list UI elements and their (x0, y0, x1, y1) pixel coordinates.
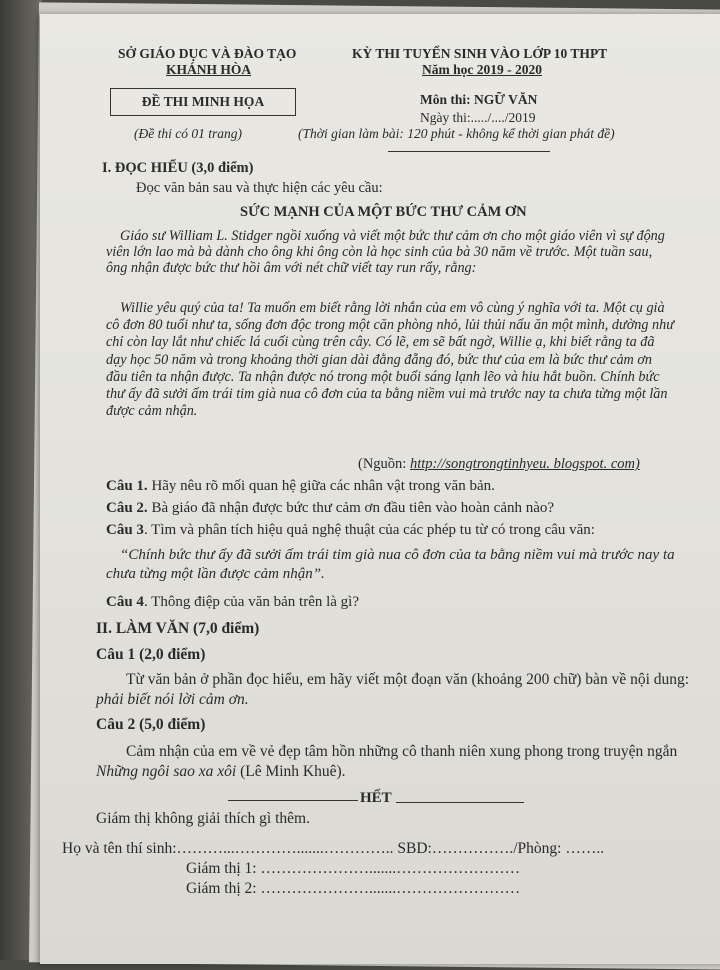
section-writing-title: II. LÀM VĂN (7,0 điểm) (96, 620, 260, 637)
source-link[interactable]: http://songtrongtinhyeu. blogspot. com) (409, 456, 640, 472)
school-year: Năm học 2019 - 2020 (422, 62, 542, 77)
question-2-label: Câu 2. (106, 500, 148, 516)
passage-paragraph-1: Giáo sư William L. Stidger ngồi xuống và viết một bức thư cảm ơn cho một giáo viên vì sự động viên lớn lao mà bà dành cho ông khi ông còn là học sinh của bà 30 năm về trước. Một tuần sau, ông nhận được bức thư hồi âm với nét chữ viết tay run rẩy, rằng: (106, 228, 665, 276)
question-3-text: . Tìm và phân tích hiệu quả nghệ thuật của các phép tu từ có trong câu văn: (143, 522, 595, 538)
header-underline (388, 151, 550, 152)
question-2 (106, 500, 554, 517)
exam-date: Ngày thi:...../..../2019 (420, 110, 536, 125)
exam-paper (40, 14, 720, 964)
source-label: (Nguồn: (358, 456, 407, 472)
passage-paragraph-2: Willie yêu quý của ta! Ta muốn em biết rằng lời nhắn của em vô cùng ý nghĩa với ta. Một cụ già cô đơn 80 tuổi như ta, sống đơn độc trong một căn phòng nhỏ, lủi thủi nấu ăn một mình, dường như chỉ còn lay lắt như chiếc lá cuối cùng trên cây. Có lẽ, em sẽ bất ngờ, Willie ạ, khi biết rằng ta đã dạy học 50 năm và trong khoảng thời gian dài đằng đẵng đó, bức thư của em là bức thư cảm ơn đầu tiên ta nhận được. Ta nhận được nó trong một buổi sáng lạnh lẽo và hiu hắt buồn. Chính bức thư ấy đã sưởi ấm trái tim già nua cô đơn của ta bằng niềm vui mà trước nay ta chưa từng một lần được cảm nhận. (106, 300, 674, 420)
writing-question-1-text: Từ văn bản ở phần đọc hiểu, em hãy viết một đoạn văn (khoảng 200 chữ) bàn về nội dung: (126, 671, 690, 688)
writing-question-2-story: Những ngôi sao xa xôi (96, 763, 237, 780)
reading-instruction: Đọc văn bản sau và thực hiện các yêu cầu: (136, 180, 383, 196)
invigilator-2-line: Giám thị 2: ………………….......…………………… (186, 880, 521, 897)
end-rule-left (228, 800, 358, 801)
invigilator-1-line: Giám thị 1: ………………….......…………………… (186, 860, 521, 877)
question-1-label: Câu 1. (106, 478, 148, 494)
passage-title: SỨC MẠNH CỦA MỘT BỨC THƯ CẢM ƠN (240, 204, 527, 220)
page-count-note: (Đề thi có 01 trang) (134, 126, 242, 141)
no-explanation-note: Giám thị không giải thích gì thêm. (96, 810, 310, 827)
question-1-text: Hãy nêu rõ mối quan hệ giữa các nhân vật trong văn bản. (151, 478, 495, 494)
subject-label: Môn thi: NGỮ VĂN (420, 92, 538, 107)
writing-question-2-body (96, 742, 698, 782)
writing-question-1-title: Câu 1 (2,0 điểm) (96, 646, 206, 663)
exam-title: KỲ THI TUYỂN SINH VÀO LỚP 10 THPT (352, 46, 608, 61)
writing-question-2-text: Cảm nhận của em về vẻ đẹp tâm hồn những cô thanh niên xung phong trong truyện ngắn (126, 743, 678, 760)
question-2-text: Bà giáo đã nhận được bức thư cảm ơn đầu tiên vào hoàn cảnh nào? (151, 500, 555, 516)
writing-question-1-topic: phải biết nói lời cảm ơn. (96, 691, 249, 708)
writing-question-2-title: Câu 2 (5,0 điểm) (96, 716, 206, 733)
question-3-label: Câu 3 (106, 522, 144, 538)
province-name: KHÁNH HÒA (166, 62, 252, 77)
sample-exam-label: ĐỀ THI MINH HỌA (141, 94, 265, 109)
question-3 (106, 522, 595, 539)
question-4 (106, 594, 359, 611)
time-note: (Thời gian làm bài: 120 phút - không kể thời gian phát đề) (298, 126, 615, 141)
section-reading-title: I. ĐỌC HIỂU (3,0 điểm) (102, 160, 254, 176)
sample-exam-box (110, 88, 296, 116)
writing-question-2-author: (Lê Minh Khuê). (240, 763, 346, 780)
question-4-text: . Thông điệp của văn bản trên là gì? (143, 594, 360, 610)
source-line (358, 456, 640, 473)
end-rule-right (396, 802, 524, 803)
writing-question-1-body (96, 670, 696, 710)
question-1 (106, 478, 495, 495)
end-mark: HẾT (360, 790, 392, 806)
question-3-quote: “Chính bức thư ấy đã sưởi ấm trái tim già nua cô đơn của ta bằng niềm vui mà trước nay ta chưa từng một lần được cảm nhận”. (106, 547, 675, 582)
question-4-label: Câu 4 (106, 594, 144, 610)
department-name: SỞ GIÁO DỤC VÀ ĐÀO TẠO (118, 46, 297, 61)
candidate-info-line: Họ và tên thí sinh:………...………….......………….. SBD:……………./Phòng: …….. (62, 840, 605, 857)
